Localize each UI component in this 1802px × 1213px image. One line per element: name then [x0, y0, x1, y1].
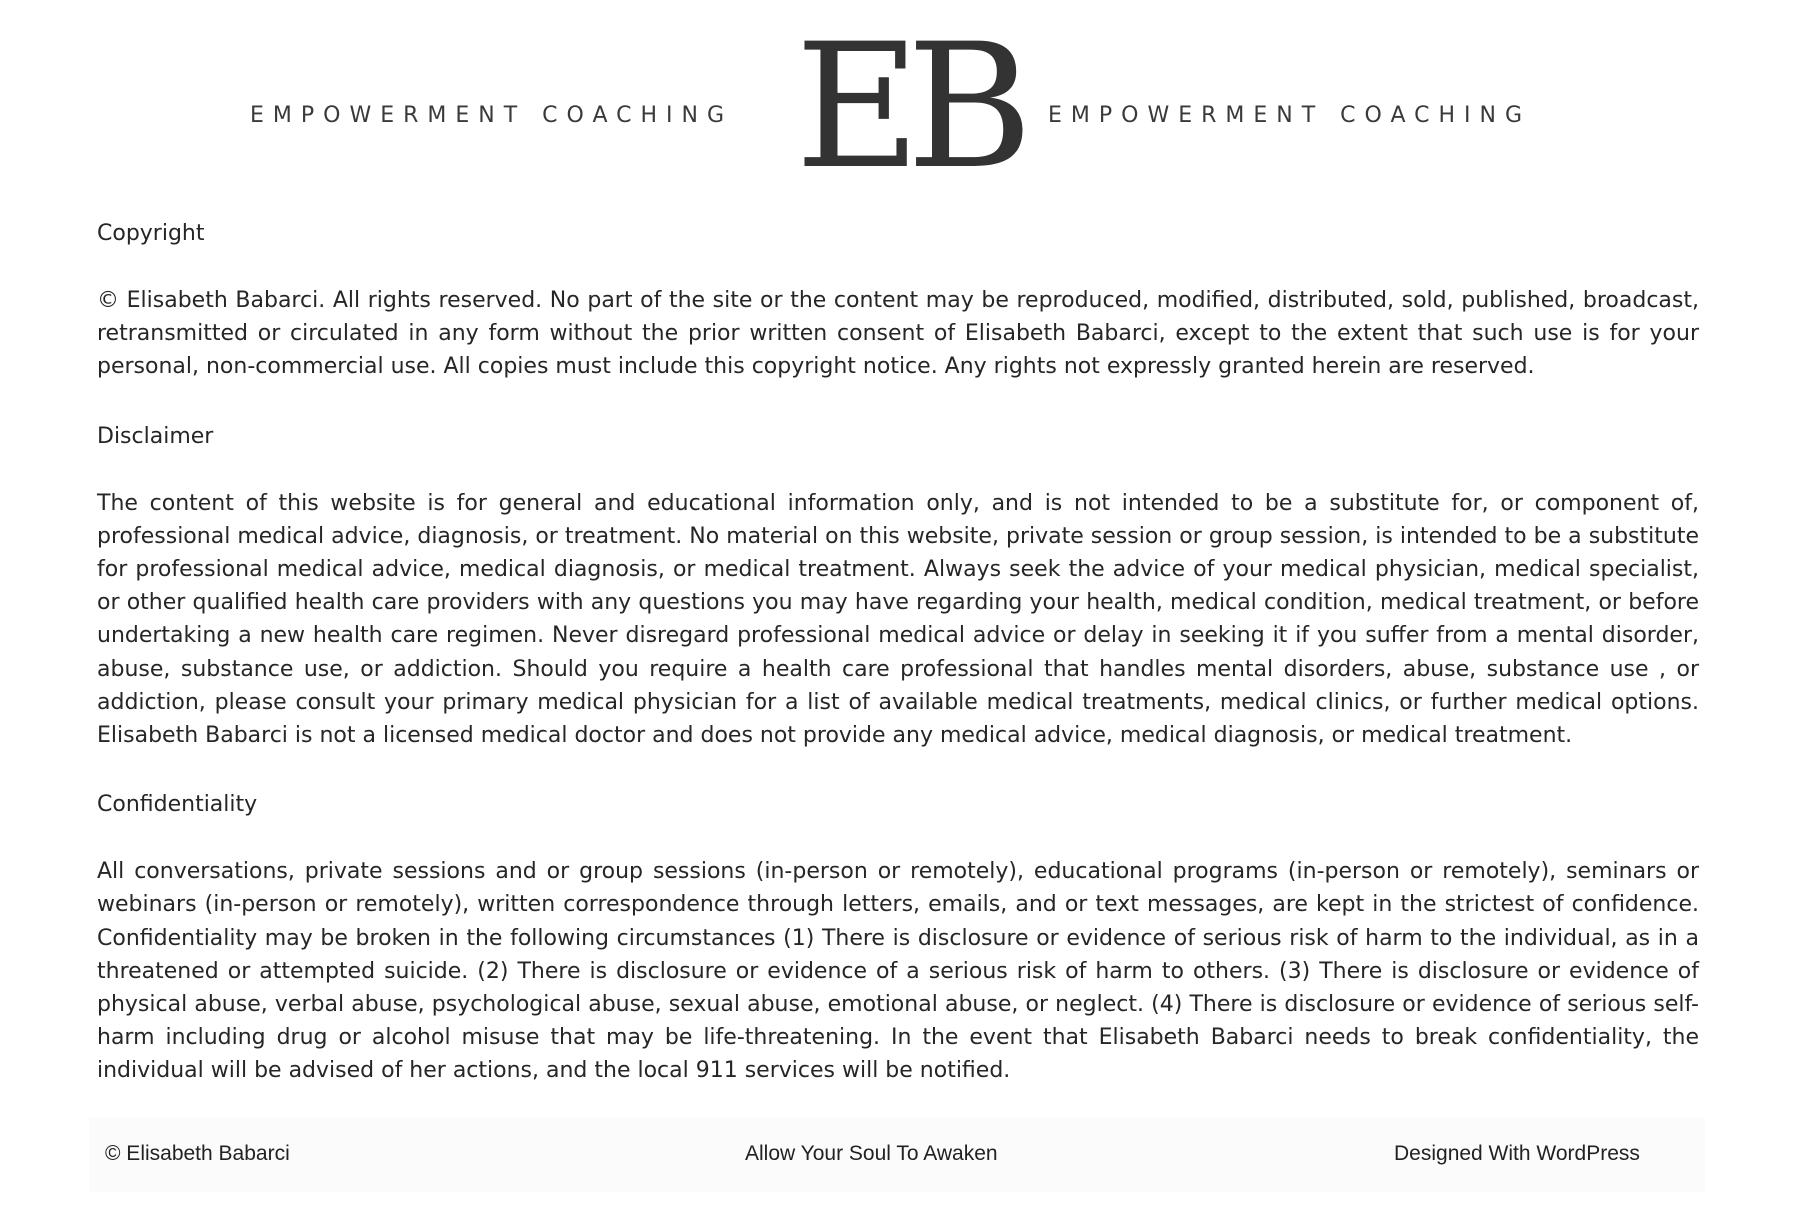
copyright-text: © Elisabeth Babarci. All rights reserved. No part of the site or the content may be reproduced, modified, distributed, sold, published, broadcast, retransmitted or circulated in any form without the prior written consent of Elisabeth Babarci, except to the extent that such use is for your personal, non-commercial use. All copies must include this copyright notice. Any rights not expressly granted herein are reserved. [97, 288, 1699, 380]
site-footer [89, 1117, 1705, 1192]
copyright-heading: Copyright [97, 221, 205, 246]
confidentiality-section [97, 785, 1699, 1087]
footer-wordpress-link[interactable]: Designed With WordPress [1394, 1142, 1640, 1165]
copyright-section [97, 214, 1699, 384]
disclaimer-text: The content of this website is for general and educational information only, and is not intended to be a substitute for, or component of, professional medical advice, diagnosis, or treatment. No material on this website, private session or group session, is intended to be a substitute for professional medical advice, medical diagnosis, or medical treatment. Always seek the advice of your medical physician, medical specialist, or other qualified health care providers with any questions you may have regarding your health, medical condition, medical treatment, or before undertaking a new health care regimen. Never disregard professional medical advice or delay in seeking it if you suffer from a mental disorder, abuse, substance use, or addiction. Should you require a health care professional that handles mental disorders, abuse, substance use , or addiction, please consult your primary medical physician for a list of available medical treatments, medical clinics, or further medical options. Elisabeth Babarci is not a licensed medical doctor and does not provide any medical advice, medical diagnosis, or medical treatment. [97, 490, 1699, 749]
eb-logo[interactable]: EB [795, 6, 1019, 207]
site-header [0, 0, 1802, 207]
confidentiality-heading: Confidentiality [97, 792, 258, 818]
header-tagline-right[interactable]: EMPOWERMENT COACHING [1048, 103, 1532, 128]
footer-tagline: Allow Your Soul To Awaken [745, 1142, 998, 1165]
confidentiality-text: All conversations, private sessions and or group sessions (in-person or remotely), educational programs (in-person or remotely), seminars or webinars (in-person or remotely), written correspondence through letters, emails, and or text messages, are kept in the strictest of confidence. Confidentiality may be broken in the following circumstances (1) There is disclosure or evidence of serious risk of harm to the individual, as in a threatened or attempted suicide. (2) There is disclosure or evidence of a serious risk of harm to others. (3) There is disclosure or evidence of physical abuse, verbal abuse, psychological abuse, sexual abuse, emotional abuse, or neglect. (4) There is disclosure or evidence of serious self-harm including drug or alcohol misuse that may be life-threatening. In the event that Elisabeth Babarci needs to break confidentiality, the individual will be advised of her actions, and the local 911 services will be notified. [97, 859, 1699, 1084]
footer-copyright: © Elisabeth Babarci [105, 1142, 290, 1165]
disclaimer-section [97, 417, 1699, 753]
disclaimer-heading: Disclaimer [97, 423, 214, 449]
legal-content [97, 214, 1699, 1121]
header-tagline-left[interactable]: EMPOWERMENT COACHING [250, 103, 734, 128]
